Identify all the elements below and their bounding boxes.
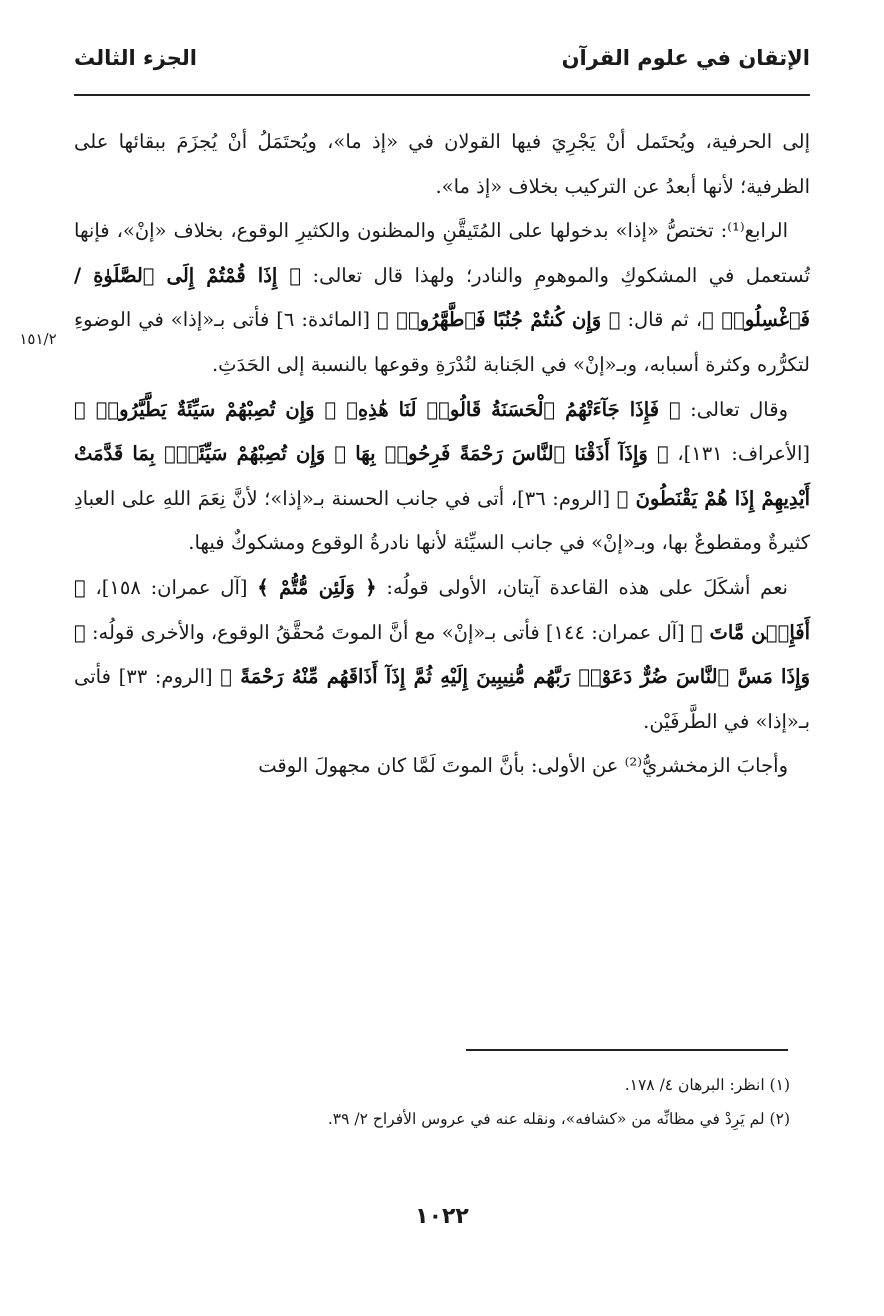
text-run: وأجابَ الزمخشريُّ⁽²⁾ عن الأولى: بأنَّ الموتَ لَمَّا كان مجهولَ الوقت: [258, 754, 788, 778]
paragraph: [74, 566, 810, 744]
paragraph: [74, 209, 810, 387]
quran-quote: ﴿ وَإِذَآ أَذَقْنَا ٱلنَّاسَ رَحْمَةً فَرِحُوا۟ بِهَا ۖ وَإِن تُصِبْهُمْ سَيِّئَةٌۢ بِمَا قَدَّمَتْ أَيْدِيهِمْ إِذَا هُمْ يَقْنَطُونَ ﴾: [74, 442, 810, 510]
text-run: نعم أشكَلَ على هذه القاعدة آيتان، الأولى قولُه:: [376, 575, 788, 599]
footnotes: [74, 1068, 790, 1136]
text-run: [آل عمران: ١٤٤] فأتى بـ«إنْ» مع أنَّ الموتَ مُحقَّقُ الوقوع، والأخرى قولُه:: [85, 620, 691, 644]
text-run: [آل عمران: ١٥٨]،: [85, 575, 258, 599]
volume-label: الجزء الثالث: [74, 46, 197, 70]
paragraph: [74, 120, 810, 209]
paragraph: [74, 744, 810, 789]
footnote: (٢) لم يَرِدْ في مظانِّه من «كشافه»، ونقله عنه في عروس الأفراح ٢/ ٣٩.: [327, 1110, 790, 1128]
quran-quote: ﴿ أَفَإِي۟ن مَّاتَ ﴾: [74, 575, 810, 644]
footnote: (١) انظر: البرهان ٤/ ١٧٨.: [624, 1076, 790, 1094]
text-run: الرابع⁽¹⁾: تختصُّ «إذا» بدخولها على المُتَيقَّنِ والمظنون والكثيرِ الوقوع، بخلاف «إنْ»، فإنها تُستعمل في المشكوكِ والموهومِ والنادر؛ ولهذا قال تعالى:: [74, 219, 810, 287]
text-run: [الروم: ٣٦]، أتى في جانب الحسنة بـ«إذا»؛ لأنَّ نِعَمَ اللهِ على العبادِ كثيرةٌ ومقطوعٌ بها، وبـ«إنْ» في جانب السيِّئة لأنها نادرةُ الوقوع ومشكوكٌ فيها.: [74, 486, 810, 555]
running-header: [74, 40, 810, 90]
quran-quote: ﴿ وَإِذَا مَسَّ ٱلنَّاسَ ضُرٌّ دَعَوْا۟ رَبَّهُم مُّنِيبِينَ إِلَيْهِ ثُمَّ إِذَآ أَذَاقَهُم مِّنْهُ رَحْمَةً ﴾: [74, 620, 810, 689]
quran-quote: ﴿ إِذَا قُمْتُمْ إِلَى ٱلصَّلَوٰةِ / فَٱغْسِلُوا۟ ﴾: [74, 263, 810, 332]
text-run: وقال تعالى:: [680, 397, 788, 421]
main-text: [74, 120, 810, 789]
text-run: إلى الحرفية، ويُحتَمل أنْ يَجْرِيَ فيها القولان في «إذ ما»، ويُحتَمَلُ أنْ يُجزَمَ ببقائها على الظرفية؛ لأنها أبعدُ عن التركيب بخلاف «إذ ما».: [74, 130, 810, 198]
text-run: ، ثم قال:: [620, 308, 703, 332]
quran-quote: ﴿ فَإِذَا جَآءَتْهُمُ ٱلْحَسَنَةُ قَالُوا۟ لَنَا هَٰذِهِۦ ۖ وَإِن تُصِبْهُمْ سَيِّئَةٌ يَطَّيَّرُوا۟ ﴾: [74, 397, 681, 421]
text-run: [المائدة: ٦] فأتى بـ«إذا» في الوضوءِ لتكرُّره وكثرة أسبابه، وبـ«إنْ» في الجَنابة لنُدْرَةِ وقوعها بالنسبة إلى الحَدَثِ.: [74, 308, 810, 376]
margin-reference: ١٥١/٢: [19, 330, 57, 348]
footnote-divider: [466, 1049, 788, 1051]
text-run: [الأعراف: ١٣١]،: [668, 442, 811, 466]
header-divider: [74, 94, 810, 96]
quran-quote: ﴿ وَإِن كُنتُمْ جُنُبًا فَٱطَّهَّرُوا۟ ﴾: [377, 308, 621, 332]
book-title: الإتقان في علوم القرآن: [561, 46, 810, 70]
paragraph: [74, 388, 810, 566]
page-number: ١٠٢٢: [415, 1204, 469, 1229]
quran-quote: ﴿ وَلَئِن مُّتُّمْ ﴾: [257, 575, 377, 599]
text-run: [الروم: ٣٣] فأتى بـ«إذا» في الطَّرفَيْن.: [74, 665, 810, 733]
